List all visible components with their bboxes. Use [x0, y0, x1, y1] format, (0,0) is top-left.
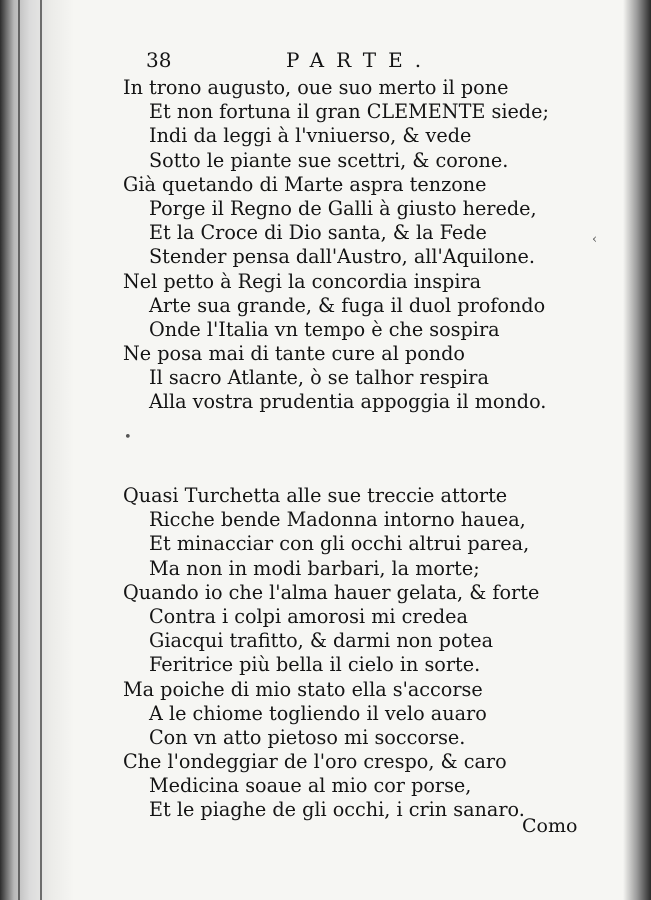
- verse-line: Ma poiche di mio stato ella s'accorse: [123, 677, 483, 701]
- page-number: 38: [146, 48, 172, 72]
- verse-line: Et le piaghe de gli occhi, i crin sanaro.: [149, 798, 525, 822]
- verse-line: Sotto le piante sue scettri, & corone.: [149, 148, 509, 172]
- verse-line: Contra i colpi amorosi mi credea: [149, 604, 468, 628]
- verse-line: Feritrice più bella il cielo in sorte.: [149, 653, 481, 677]
- verse-line: A le chiome togliendo il velo auaro: [149, 701, 487, 725]
- verse-line: Et minacciar con gli occhi altrui parea,: [149, 532, 530, 556]
- verse-line: Ma non in modi barbari, la morte;: [149, 556, 480, 580]
- ink-speck: •: [124, 430, 132, 445]
- verse-line: Stender pensa dall'Austro, all'Aquilone.: [149, 245, 535, 269]
- binding-gutter: [0, 0, 74, 900]
- verse-line: Et la Croce di Dio santa, & la Fede: [149, 221, 487, 245]
- page-edge: [623, 0, 651, 900]
- ink-speck: ‹: [592, 232, 598, 247]
- verse-line: Et non fortuna il gran CLEMENTE siede;: [149, 100, 549, 124]
- verse-line: Il sacro Atlante, ò se talhor respira: [149, 366, 489, 390]
- verse-line: Ricche bende Madonna intorno hauea,: [149, 508, 526, 532]
- sonnet-1: [123, 76, 549, 415]
- verse-line: Ne posa mai di tante cure al pondo: [123, 342, 465, 366]
- verse-line: Quasi Turchetta alle sue treccie attorte: [123, 484, 508, 507]
- verse-line: Porge il Regno de Galli à giusto herede,: [149, 196, 537, 220]
- verse-line: Già quetando di Marte aspra tenzone: [123, 172, 487, 196]
- verse-line: Con vn atto pietoso mi soccorse.: [149, 725, 466, 749]
- catchword: Como: [522, 815, 578, 837]
- verse-line: Indi da leggi à l'vniuerso, & vede: [149, 124, 472, 148]
- sonnet-2: [123, 484, 539, 823]
- verse-line: Giacqui trafitto, & darmi non potea: [149, 629, 494, 653]
- verse-line: Arte sua grande, & fuga il duol profondo: [149, 293, 546, 317]
- verse-line: Medicina soaue al mio cor porse,: [149, 774, 472, 798]
- verse-line: In trono augusto, oue suo merto il pone: [123, 76, 509, 99]
- verse-line: Nel petto à Regi la concordia inspira: [123, 269, 482, 293]
- verse-line: Quando io che l'alma hauer gelata, & forte: [123, 580, 540, 604]
- verse-line: Che l'ondeggiar de l'oro crespo, & caro: [123, 750, 507, 774]
- verse-line: Alla vostra prudentia appoggia il mondo.: [149, 390, 547, 414]
- verse-line: Onde l'Italia vn tempo è che sospira: [149, 317, 500, 341]
- running-title: PARTE.: [286, 48, 434, 72]
